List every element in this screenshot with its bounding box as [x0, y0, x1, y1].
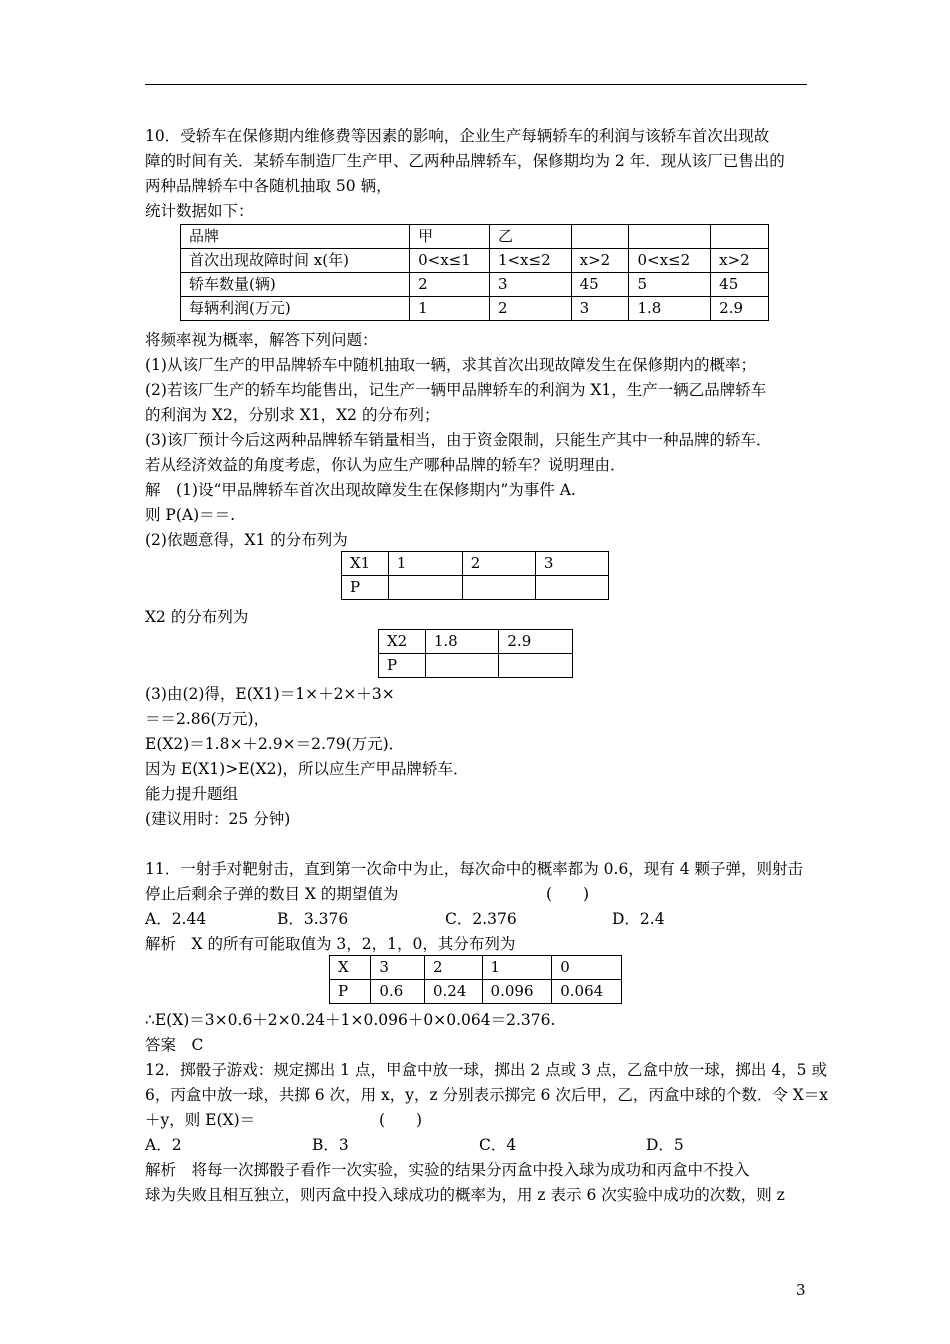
- table-row: [342, 576, 609, 600]
- x2-distribution-table: [378, 629, 573, 678]
- table-cell: 1.8: [629, 297, 711, 321]
- table-row: [330, 980, 622, 1004]
- table-cell: 1<x≤2: [489, 249, 571, 273]
- table-cell: 2: [424, 956, 482, 980]
- table-cell: 2: [410, 273, 490, 297]
- q11-answer-blank: ( ): [546, 885, 590, 903]
- q12-stem-line-2: 6，丙盒中放一球，共掷 6 次，用 x，y，z 分别表示掷完 6 次后甲，乙，丙盒中球的个数．令 X＝x: [145, 1086, 829, 1104]
- header-rule: [145, 84, 807, 85]
- q10-tail-line: ＝＝2.86(万元)，: [145, 710, 270, 728]
- table-cell: [425, 654, 499, 678]
- q10-question-line: 若从经济效益的角度考虑，你认为应生产哪种品牌的轿车？说明理由．: [145, 456, 626, 474]
- table-cell: 3: [371, 956, 425, 980]
- q12-stem-line-1: 12．掷骰子游戏：规定掷出 1 点，甲盒中放一球，掷出 2 点或 3 点，乙盒中放一球，掷出 4，5 或: [145, 1061, 827, 1079]
- table-cell: x>2: [571, 249, 629, 273]
- table-row: [181, 273, 769, 297]
- table-cell: 甲: [410, 225, 490, 249]
- q11-conclusion: ∴E(X)＝3×0.6＋2×0.24＋1×0.096＋0×0.064＝2.376.: [145, 1011, 556, 1029]
- q12-option-c: C．4: [479, 1136, 517, 1154]
- x1-distribution-table: [341, 551, 609, 600]
- q11-stem-line-1: 11．一射手对靶射击，直到第一次命中为止，每次命中的概率都为 0.6，现有 4 颗子弹，则射击: [145, 860, 804, 878]
- table-cell: [388, 576, 462, 600]
- table-cell: P: [379, 654, 426, 678]
- table-cell: 0: [552, 956, 622, 980]
- table-cell: [711, 225, 769, 249]
- table-row: [379, 630, 573, 654]
- q10-question-line: 将频率视为概率，解答下列问题：: [145, 331, 378, 349]
- table-cell: X1: [342, 552, 389, 576]
- q10-stem-line-2: 障的时间有关．某轿车制造厂生产甲、乙两种品牌轿车，保修期均为 2 年．现从该厂已售出的: [145, 152, 785, 170]
- table-cell: [462, 576, 535, 600]
- table-cell: X: [330, 956, 371, 980]
- q10-tail-line: E(X2)＝1.8×＋2.9×＝2.79(万元)．: [145, 735, 405, 753]
- table-cell: 45: [711, 273, 769, 297]
- table-cell: 0<x≤1: [410, 249, 490, 273]
- q10-tail-line: (3)由(2)得，E(X1)＝1×＋2×＋3×: [145, 685, 395, 703]
- table-cell: [629, 225, 711, 249]
- q11-option-a: A．2.44: [145, 910, 207, 928]
- q10-question-line: (2)若该厂生产的轿车均能售出，记生产一辆甲品牌轿车的利润为 X1，生产一辆乙品牌轿车: [145, 381, 767, 399]
- suggested-time: (建议用时：25 分钟): [145, 810, 291, 828]
- table-cell: 2.9: [499, 630, 573, 654]
- q11-stem-line-2: 停止后剩余子弹的数目 X 的期望值为: [145, 885, 399, 903]
- q10-tail-line: 因为 E(X1)>E(X2)，所以应生产甲品牌轿车．: [145, 760, 469, 778]
- q11-option-d: D．2.4: [612, 910, 665, 928]
- q10-solution-line: 则 P(A)＝＝.: [145, 506, 236, 524]
- q10-question-line: (3)该厂预计今后这两种品牌轿车销量相当，由于资金限制，只能生产其中一种品牌的轿车．: [145, 431, 772, 449]
- q10-stem-line-1: 10．受轿车在保修期内维修费等因素的影响，企业生产每辆轿车的利润与该轿车首次出现故: [145, 127, 770, 145]
- table-cell: 0.064: [552, 980, 622, 1004]
- table-row: [342, 552, 609, 576]
- table-cell: 轿车数量(辆): [181, 273, 410, 297]
- table-row: [379, 654, 573, 678]
- table-cell: 0.24: [424, 980, 482, 1004]
- table-cell: x>2: [711, 249, 769, 273]
- table-cell: 1: [410, 297, 490, 321]
- q10-stem-line-4: 统计数据如下：: [145, 202, 254, 220]
- table-cell: 2.9: [711, 297, 769, 321]
- table-cell: 0.6: [371, 980, 425, 1004]
- table-cell: P: [342, 576, 389, 600]
- q11-analysis: 解析 X 的所有可能取值为 3，2，1，0，其分布列为: [145, 935, 516, 953]
- q10-question-line: 的利润为 X2，分别求 X1，X2 的分布列；: [145, 406, 440, 424]
- q11-answer: 答案 C: [145, 1036, 204, 1054]
- table-cell: 首次出现故障时间 x(年): [181, 249, 410, 273]
- page-number: 3: [796, 1281, 806, 1299]
- q12-analysis-line: 解析 将每一次掷骰子看作一次实验，实验的结果分丙盒中投入球为成功和丙盒中不投入: [145, 1161, 750, 1179]
- table-cell: 0.096: [482, 980, 552, 1004]
- table-row: [330, 956, 622, 980]
- q12-analysis-line: 球为失败且相互独立，则丙盒中投入球成功的概率为，用 z 表示 6 次实验中成功的次数，则 z: [145, 1186, 785, 1204]
- table-cell: [535, 576, 608, 600]
- table-row: [181, 249, 769, 273]
- q12-option-a: A．2: [145, 1136, 182, 1154]
- q10-solution-line: 解 (1)设“甲品牌轿车首次出现故障发生在保修期内”为事件 A.: [145, 481, 576, 499]
- table-cell: X2: [379, 630, 426, 654]
- q11-option-b: B．3.376: [277, 910, 349, 928]
- table-cell: [499, 654, 573, 678]
- table-cell: 3: [489, 273, 571, 297]
- table-cell: 乙: [489, 225, 571, 249]
- q11-option-c: C．2.376: [445, 910, 517, 928]
- table-cell: 品牌: [181, 225, 410, 249]
- q10-data-table: [180, 224, 769, 321]
- table-cell: 1.8: [425, 630, 499, 654]
- table-cell: 3: [535, 552, 608, 576]
- table-cell: 1: [482, 956, 552, 980]
- table-cell: [571, 225, 629, 249]
- q10-stem-line-3: 两种品牌轿车中各随机抽取 50 辆，: [145, 177, 392, 195]
- table-row: [181, 225, 769, 249]
- q12-option-b: B．3: [312, 1136, 349, 1154]
- section-title: 能力提升题组: [145, 785, 239, 803]
- table-cell: 2: [489, 297, 571, 321]
- table-cell: 0<x≤2: [629, 249, 711, 273]
- q10-solution-line: (2)依题意得，X1 的分布列为: [145, 531, 348, 549]
- q12-option-d: D．5: [646, 1136, 684, 1154]
- q10-question-line: (1)从该厂生产的甲品牌轿车中随机抽取一辆，求其首次出现故障发生在保修期内的概率；: [145, 356, 756, 374]
- table-cell: 3: [571, 297, 629, 321]
- table-cell: 每辆利润(万元): [181, 297, 410, 321]
- table-cell: 45: [571, 273, 629, 297]
- table-cell: 1: [388, 552, 462, 576]
- table-cell: 5: [629, 273, 711, 297]
- table-cell: 2: [462, 552, 535, 576]
- table-row: [181, 297, 769, 321]
- q11-distribution-table: [329, 955, 622, 1004]
- q12-stem-line-3: ＋y，则 E(X)＝: [145, 1111, 256, 1129]
- q12-answer-blank: ( ): [379, 1111, 423, 1129]
- x2-intro: X2 的分布列为: [145, 608, 249, 626]
- table-cell: P: [330, 980, 371, 1004]
